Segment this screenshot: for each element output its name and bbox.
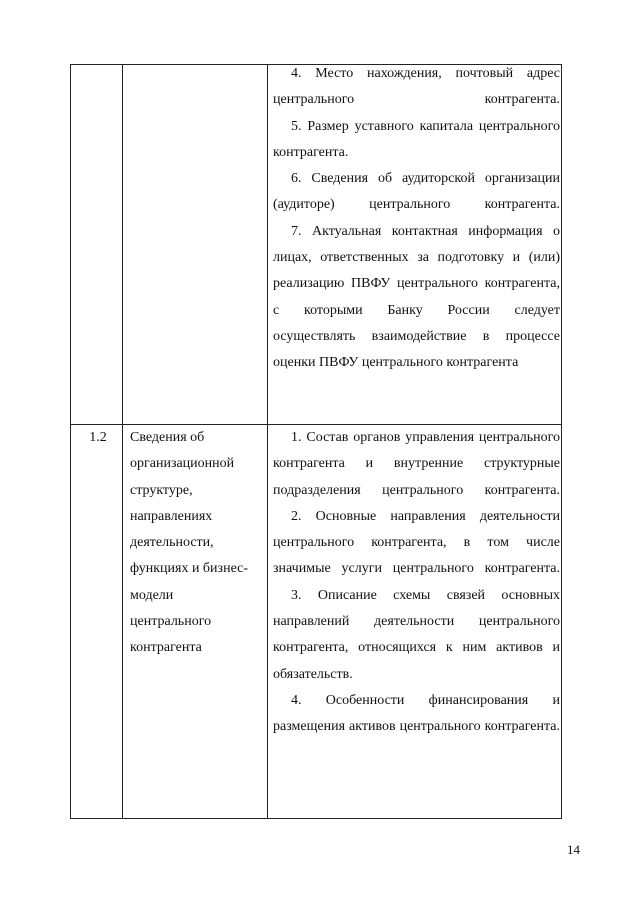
row-2-number: 1.2	[89, 430, 107, 445]
row-2-title-line: деятельности,	[130, 535, 214, 551]
row-1-item: 6. Сведения об аудиторской организации (аудиторе) центрального контрагента.	[273, 171, 560, 213]
row-2-title-line: структуре,	[130, 482, 193, 498]
row-1-item: 4. Место нахождения, почтовый адрес центрального контрагента.	[273, 66, 560, 108]
row-2-item: 2. Основные направления деятельности центрального контрагента, в том числе значимые услуги центрального контрагента.	[273, 508, 560, 577]
row-2-title-line: модели	[130, 587, 174, 603]
row-1-item: 7. Актуальная контактная информация о лицах, ответственных за подготовку и (или) реализацию ПВФУ центрального контрагента, с которыми Банку России следует осуществлять взаимодействие в процессе оценки ПВФУ центрального контрагента	[273, 223, 560, 371]
row-2-item: 3. Описание схемы связей основных направлений деятельности центрального контрагента, относящихся к ним активов и обязательств.	[273, 587, 560, 682]
page-number: 14	[567, 842, 580, 857]
row-1-item: 5. Размер уставного капитала центрального контрагента.	[273, 118, 560, 160]
row-2-items	[273, 425, 560, 741]
table-border-right	[561, 64, 562, 819]
row-2-title-line: Сведения об	[130, 430, 205, 445]
row-2-title-line: функциях и бизнес-	[130, 561, 249, 577]
column-divider-2	[267, 64, 268, 819]
row-2-title-line: контрагента	[130, 640, 202, 656]
row-2-item: 4. Особенности финансирования и размещения активов центрального контрагента.	[273, 692, 560, 735]
table-border-left	[70, 64, 71, 819]
table-border-bottom	[70, 818, 562, 819]
row-2-title-line: центрального	[130, 614, 212, 630]
row-2-title-line: организационной	[130, 456, 235, 472]
row-2-title	[130, 425, 266, 662]
row-1-items	[273, 61, 560, 377]
row-2-title-line: направлениях	[130, 508, 213, 524]
row-2-item: 1. Состав органов управления центрального контрагента и внутренние структурные подразделения центрального контрагента.	[273, 430, 560, 498]
